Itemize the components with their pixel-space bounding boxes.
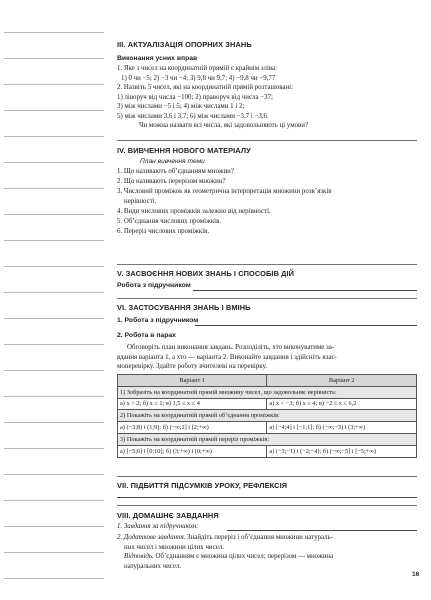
table-cell: а) x < −3; б) x ≥ 4; в) −2 ≤ x ≤ 6,2: [267, 398, 417, 410]
table-cell: а) x > 2; б) x ≤ 1; в) 1,5 ≤ x ≤ 4: [118, 398, 267, 410]
table-cell: а) (−3;8) і (1;9); б) (−∞;2] і [2;+∞): [118, 422, 267, 434]
margin-line: [4, 474, 104, 475]
fill-in-line: [195, 325, 417, 326]
margin-lines: [0, 0, 112, 600]
plan-item: нерівності.: [124, 198, 157, 205]
table-task-cell: 2) Покажіть на координатній прямій об’єднання проміжків:: [118, 410, 417, 422]
text-line: 5) між числами 3,6 і 3,7; 6) між числами −3,7 і −3,6.: [117, 112, 269, 120]
section-5-heading: V. ЗАСВОЄННЯ НОВИХ ЗНАНЬ І СПОСОБІВ ДІЙ: [117, 269, 295, 278]
margin-line: [4, 214, 104, 215]
table-row: [118, 410, 417, 422]
plan-title: План вивчення теми: [140, 158, 205, 165]
margin-line: [4, 422, 104, 423]
text-line: 1) 0 чи −5; 2) −3 чи −4; 3) 9,8 чи 9,7; 4) −9,8 чи −9,77: [121, 74, 276, 82]
margin-line: [4, 266, 104, 267]
margin-line: [4, 448, 104, 449]
text-line: вдання варіанта 1, а хто — варіанта 2. Виконайте завдання і здійсніть взає-: [117, 353, 337, 361]
section-divider: [117, 505, 417, 506]
margin-line: [4, 240, 104, 241]
plan-item: 2. Що називають перерізом множин?: [117, 178, 226, 185]
plan-item: 5. Об’єднання числових проміжків.: [117, 218, 222, 225]
margin-line: [4, 552, 104, 553]
plan-item: 4. Види числових проміжків залежно від нерівності.: [117, 208, 271, 215]
plan-item: 6. Переріз числових проміжків.: [117, 228, 210, 235]
section-8-heading: VIII. ДОМАШНЄ ЗАВДАННЯ: [117, 511, 219, 520]
table-task-cell: 1) Зобразіть на координатній прямій множину чисел, що задовольняє нерівність:: [118, 386, 417, 398]
margin-line: [4, 136, 104, 137]
table-header-cell: Варіант 1: [118, 375, 267, 387]
text-line: натуральних чисел.: [124, 562, 182, 570]
section-6-item-1: 1. Робота з підручником: [117, 317, 199, 324]
text-line: них чисел і множини цілих чисел.: [124, 543, 224, 551]
text-line: моперевірку. Здайте роботу вчителеві на перевірку.: [117, 363, 267, 370]
margin-line: [4, 188, 104, 189]
page-number: 16: [412, 571, 420, 578]
variants-table: [117, 374, 417, 458]
section-divider: [117, 264, 417, 265]
margin-line: [4, 318, 104, 319]
answer-text: Об’єднанням є множина цілих чисел; перерізом — множина: [153, 553, 334, 560]
table-row: [118, 398, 417, 410]
text-line: Чи можна назвати всі числа, які задовольняють ці умови?: [139, 122, 309, 129]
plan-item: 1. Що називають об’єднанням множин?: [117, 168, 234, 175]
margin-line: [4, 578, 104, 579]
section-divider: [117, 140, 417, 141]
section-divider: [117, 298, 417, 299]
text-line: 1. Яке з чисел на координатній прямій є крайнім зліва:: [117, 65, 278, 72]
section-6-heading: VI. ЗАСТОСУВАННЯ ЗНАНЬ І ВМІНЬ: [117, 303, 251, 312]
margin-line: [4, 110, 104, 111]
answer-line: [117, 552, 417, 562]
text-line: 1) ліворуч від числа −100; 2) праворуч від числа −37;: [117, 93, 273, 101]
table-cell: а) [−4;4] і [−1;1]; б) (−∞;−3) і (3;+∞): [267, 422, 417, 434]
margin-line: [4, 84, 104, 85]
table-header-row: [118, 375, 417, 387]
table-row: [118, 445, 417, 457]
table-cell: а) [−5;6] і [0;10]; б) (3;+∞) і (0;+∞): [118, 445, 267, 457]
section-divider: [117, 476, 417, 477]
fill-in-line: [117, 497, 417, 498]
table-cell: а) (−3;−1) і (−2;−4); б) (−∞;−5] і [−5;+∞): [267, 445, 417, 457]
margin-line: [4, 526, 104, 527]
section-5-item: Робота з підручником: [117, 282, 191, 289]
homework-item-2-text: Знайдіть переріз і об’єднання множини натураль-: [185, 534, 333, 541]
section-3-heading: ІІІ. АКТУАЛІЗАЦІЯ ОПОРНИХ ЗНАНЬ: [117, 40, 252, 49]
margin-line: [4, 370, 104, 371]
fill-in-line: [193, 290, 417, 291]
answer-label: Відповідь.: [124, 553, 154, 560]
page-content: [117, 0, 420, 600]
homework-item-2: [117, 533, 417, 543]
margin-line: [4, 162, 104, 163]
plan-item: 3. Числовий проміжок як геометрична інтерпретація множини розв’язків: [117, 188, 332, 195]
margin-line: [4, 292, 104, 293]
section-4-heading: IV. ВИВЧЕННЯ НОВОГО МАТЕРІАЛУ: [117, 146, 251, 155]
section-3-subheading: Виконання усних вправ: [117, 55, 198, 62]
text-line: Обговоріть план виконання завдань. Розподіліть, хто виконуватиме за-: [127, 344, 335, 351]
section-7-heading: VII. ПІДБИТТЯ ПІДСУМКІВ УРОКУ, РЕФЛЕКСІЯ: [117, 481, 288, 490]
table-row: [118, 386, 417, 398]
table-row: [118, 422, 417, 434]
margin-line: [4, 500, 104, 501]
margin-line: [4, 396, 104, 397]
homework-item-2-label: 2. Додаткове завдання.: [117, 534, 186, 541]
section-6-item-2: 2. Робота в парах: [117, 332, 176, 339]
table-row: [118, 433, 417, 445]
margin-line: [4, 58, 104, 59]
margin-line: [4, 344, 104, 345]
table-task-cell: 3) Покажіть на координатній прямій переріз проміжків:: [118, 433, 417, 445]
table-header-cell: Варіант 2: [267, 375, 417, 387]
homework-item-1: 1. Завдання за підручником:: [117, 523, 199, 530]
fill-in-line: [227, 530, 417, 531]
margin-line: [4, 32, 104, 33]
text-line: 2. Назвіть 5 чисел, які на координатній прямій розташовані:: [117, 84, 293, 91]
text-line: 3) між числами −5 і 5; 4) між числами 1 і 2;: [117, 103, 245, 110]
